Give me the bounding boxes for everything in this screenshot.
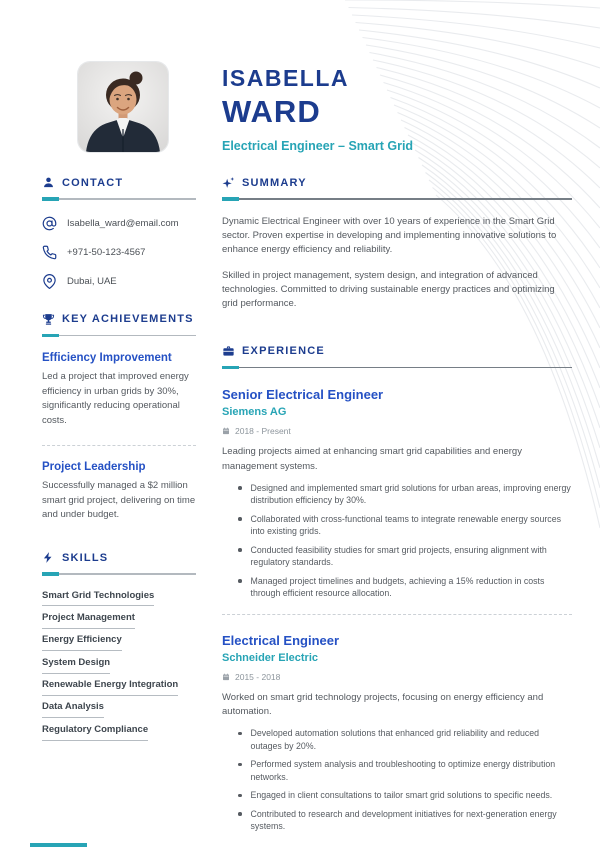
contact-item-location [42,274,196,289]
dotted-divider [42,445,196,446]
contact-item-phone [42,245,196,260]
summary-paragraph: Dynamic Electrical Engineer with over 10 years of experience in the Smart Grid sector. Proven expertise in developing and implementing innovative solutions to enhance energy efficiency and reliability. [222,215,557,255]
achievement-description: Successfully managed a $2 million smart grid project, delivering on time and under budget. [42,479,196,521]
section-divider [222,197,572,201]
experience-section [222,345,572,833]
job-summary: Worked on smart grid technology projects, focusing on energy efficiency and automation. [222,691,544,717]
bullet-dot [238,794,242,798]
achievements-section [42,313,196,524]
summary-paragraph: Skilled in project management, system design, and integration of advanced technologies. Committed to driving sustainable energy practices and optimizing grid performance. [222,269,555,309]
achievement-title: Project Leadership [42,460,146,473]
first-name: ISABELLA [222,65,349,91]
achievement-item [42,352,196,429]
summary-heading: SUMMARY [242,176,307,189]
bullet-dot [238,517,242,521]
bullet-item: Managed project timelines and budgets, achieving a 15% reduction in costs through efficient resource allocation. [222,575,572,600]
job-company: Schneider Electric [222,651,318,664]
location-pin-icon [42,274,57,289]
skill-item: Regulatory Compliance [42,724,148,741]
profile-photo-illustration [78,62,168,152]
contact-email-text: Isabella_ward@email.com [67,217,179,229]
header-job-title: Electrical Engineer – Smart Grid [222,139,414,153]
dotted-divider [222,614,572,615]
skills-section [42,551,196,741]
skill-item: Project Management [42,612,135,629]
job-dates: 2015 - 2018 [235,671,281,682]
job-dates: 2018 - Present [235,426,291,437]
bullet-dot [238,732,242,736]
bullet-dot [238,763,242,767]
bullet-item: Conducted feasibility studies for smart grid projects, ensuring alignment with regulatory standards. [222,544,572,569]
section-divider [42,197,196,201]
job-company: Siemens AG [222,406,287,419]
contact-section [42,176,196,289]
bullet-item: Engaged in client consultations to tailor smart grid solutions to specific needs. [222,789,572,801]
footer-accent-bar [30,843,87,847]
bullet-item: Developed automation solutions that enhanced grid reliability and reduced outages by 20%. [222,727,572,752]
job-summary: Leading projects aimed at enhancing smart grid capabilities and energy management systems. [222,446,522,472]
experience-heading: EXPERIENCE [242,345,325,358]
job-entry [222,387,572,599]
skill-item: Data Analysis [42,701,104,718]
bullet-item: Designed and implemented smart grid solutions for urban areas, improving energy distribution efficiency by 30%. [222,482,572,507]
summary-section [222,176,572,311]
sparkle-icon [222,176,235,189]
lightning-icon [42,551,55,564]
contact-location-text: Dubai, UAE [67,275,117,287]
skill-item: Smart Grid Technologies [42,590,154,607]
resume-header [0,0,600,153]
bullet-item: Collaborated with cross-functional teams to integrate renewable energy sources into existing grids. [222,513,572,538]
job-entry [222,633,572,833]
contact-phone-text: +971-50-123-4567 [67,246,146,258]
left-sidebar [42,176,196,839]
main-column [222,176,572,839]
calendar-icon [222,673,230,681]
skill-item: System Design [42,657,110,674]
skill-item: Energy Efficiency [42,634,122,651]
last-name: WARD [222,94,321,129]
achievements-heading: KEY ACHIEVEMENTS [62,313,194,325]
contact-heading: CONTACT [62,176,124,189]
trophy-icon [42,313,55,326]
bullet-item: Contributed to research and development initiatives for next-generation energy systems. [222,808,572,833]
bullet-dot [238,579,242,583]
bullet-dot [238,486,242,490]
achievement-item [42,461,196,523]
phone-icon [42,245,57,260]
job-title: Electrical Engineer [222,632,340,648]
profile-photo [78,62,168,152]
achievement-description: Led a project that improved energy efficiency in urban grids by 30%, significantly reducing operational costs. [42,371,189,427]
skills-heading: SKILLS [62,551,109,564]
person-icon [42,176,55,189]
email-icon [42,216,57,231]
section-divider [42,572,196,576]
bullet-dot [238,812,242,816]
briefcase-icon [222,345,235,358]
calendar-icon [222,427,230,435]
skill-item: Renewable Energy Integration [42,679,178,696]
section-divider [42,334,196,338]
section-divider [222,366,572,370]
contact-item-email [42,216,196,231]
job-title: Senior Electrical Engineer [222,387,384,403]
bullet-dot [238,548,242,552]
bullet-item: Performed system analysis and troubleshooting to optimize energy distribution networks. [222,758,572,783]
achievement-title: Efficiency Improvement [42,352,172,364]
